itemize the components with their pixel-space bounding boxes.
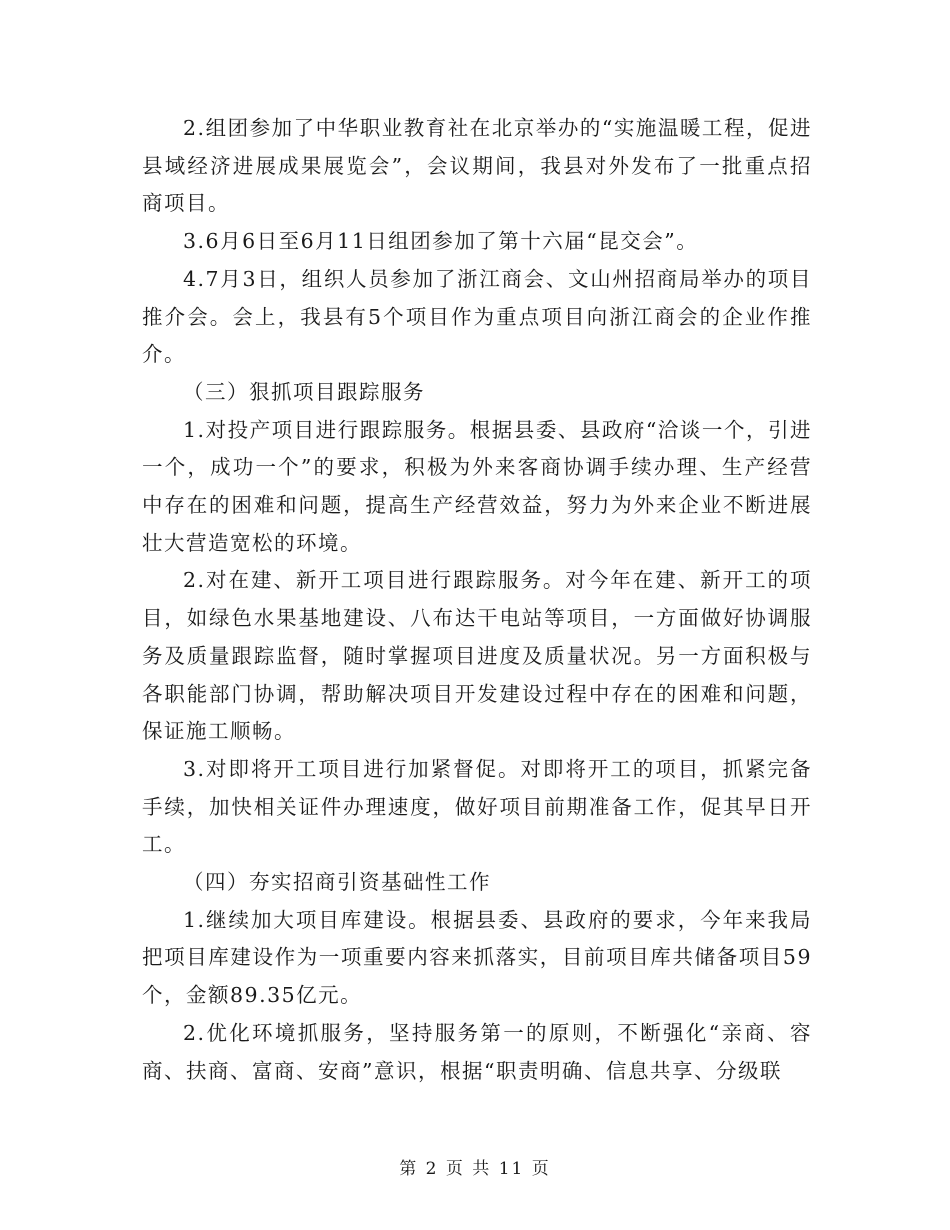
section-heading-3: （三）狠抓项目跟踪服务 <box>183 379 425 404</box>
paragraph-7: 1.继续加大项目库建设。根据县委、县政府的要求，今年来我局把项目库建设作为一项重要内容来抓落实，目前项目库共储备项目59个，金额89.35亿元。 <box>142 907 812 1008</box>
paragraph-6: 3.对即将开工项目进行加紧督促。对即将开工的项目，抓紧完备手续，加快相关证件办理速度，做好项目前期准备工作，促其早日开工。 <box>142 756 812 857</box>
paragraph-8: 2.优化环境抓服务，坚持服务第一的原则，不断强化“亲商、容商、扶商、富商、安商”意识，根据“职责明确、信息共享、分级联 <box>142 1020 812 1083</box>
paragraph-1: 2.组团参加了中华职业教育社在北京举办的“实施温暖工程，促进县域经济进展成果展览会”，会议期间，我县对外发布了一批重点招商项目。 <box>142 116 812 216</box>
paragraph-2: 3.6月6日至6月11日组团参加了第十六届“昆交会”。 <box>183 229 699 254</box>
section-heading-4: （四）夯实招商引资基础性工作 <box>183 870 491 895</box>
page-footer: 第 2 页 共 11 页 <box>399 1159 551 1179</box>
paragraph-5: 2.对在建、新开工项目进行跟踪服务。对今年在建、新开工的项目，如绿色水果基地建设、八布达干电站等项目，一方面做好协调服务及质量跟踪监督，随时掌握项目进度及质量状况。另一方面积极与各职能部门协调，帮助解决项目开发建设过程中存在的困难和问题，保证施工顺畅。 <box>142 568 812 744</box>
paragraph-4: 1.对投产项目进行跟踪服务。根据县委、县政府“洽谈一个，引进一个，成功一个”的要求，积极为外来客商协调手续办理、生产经营中存在的困难和问题，提高生产经营效益，努力为外来企业不断进展壮大营造宽松的环境。 <box>142 417 812 555</box>
paragraph-3: 4.7月3日，组织人员参加了浙江商会、文山州招商局举办的项目推介会。会上，我县有5个项目作为重点项目向浙江商会的企业作推介。 <box>142 266 812 367</box>
document-body <box>142 110 812 1090</box>
